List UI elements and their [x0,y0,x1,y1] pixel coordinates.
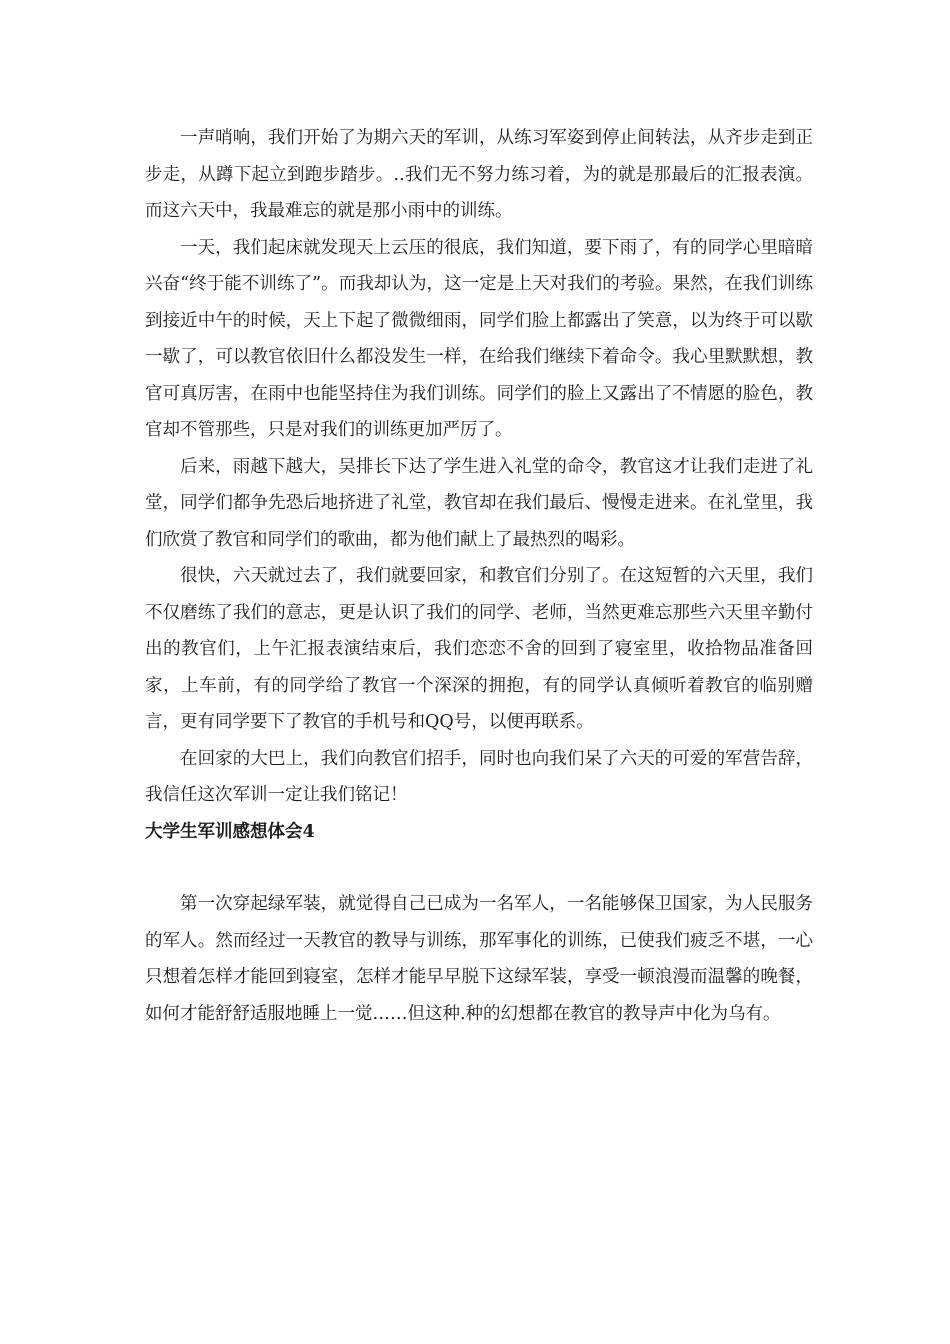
paragraph-3: 后来，雨越下越大，吴排长下达了学生进入礼堂的命令，教官这才让我们走进了礼堂，同学们都争先恐后地挤进了礼堂，教官却在我们最后、慢慢走进来。在礼堂里，我们欣赏了教官和同学们的歌曲，都为他们献上了最热烈的喝彩。 [145,456,813,550]
paragraph-6: 第一次穿起绿军装，就觉得自己已成为一名军人，一名能够保卫国家，为人民服务的军人。然而经过一天教官的教导与训练，那军事化的训练，已使我们疲乏不堪，一心只想着怎样才能回到寝室，怎样才能早早脱下这绿军装，享受一顿浪漫而温馨的晚餐，如何才能舒舒适服地睡上一觉……但这种.种的幻想都在教官的教导声中化为乌有。 [145,894,813,1024]
paragraph-2: 一天，我们起床就发现天上云压的很底，我们知道，要下雨了，有的同学心里暗暗兴奋“终于能不训练了”。而我却认为，这一定是上天对我们的考验。果然，在我们训练到接近中午的时候，天上下起了微微细雨，同学们脸上都露出了笑意，以为终于可以歇一歇了，可以教官依旧什么都没发生一样，在给我们继续下着命令。我心里默默想，教官可真厉害，在雨中也能坚持住为我们训练。同学们的脸上又露出了不情愿的脸色，教官却不管那些，只是对我们的训练更加严厉了。 [145,237,813,440]
paragraph-5: 在回家的大巴上，我们向教官们招手，同时也向我们呆了六天的可爱的军营告辞，我信任这次军训一定让我们铭记！ [145,748,813,805]
spacer [145,850,813,886]
paragraph-4: 很快，六天就过去了，我们就要回家，和教官们分别了。在这短暂的六天里，我们不仅磨练了我们的意志，更是认识了我们的同学、老师，当然更难忘那些六天里辛勤付出的教官们，上午汇报表演结束后，我们恋恋不舍的回到了寝室里，收拾物品准备回家，上车前，有的同学给了教官一个深深的拥抱，有的同学认真倾听着教官的临别赠言，更有同学要下了教官的手机号和QQ号，以便再联系。 [145,566,813,732]
document-page [145,120,813,1032]
paragraph-1: 一声哨响，我们开始了为期六天的军训，从练习军姿到停止间转法，从齐步走到正步走，从蹲下起立到跑步踏步。..我们无不努力练习着，为的就是那最后的汇报表演。而这六天中，我最难忘的就是那小雨中的训练。 [145,128,813,221]
section-heading: 大学生军训感想体会4 [145,821,315,842]
